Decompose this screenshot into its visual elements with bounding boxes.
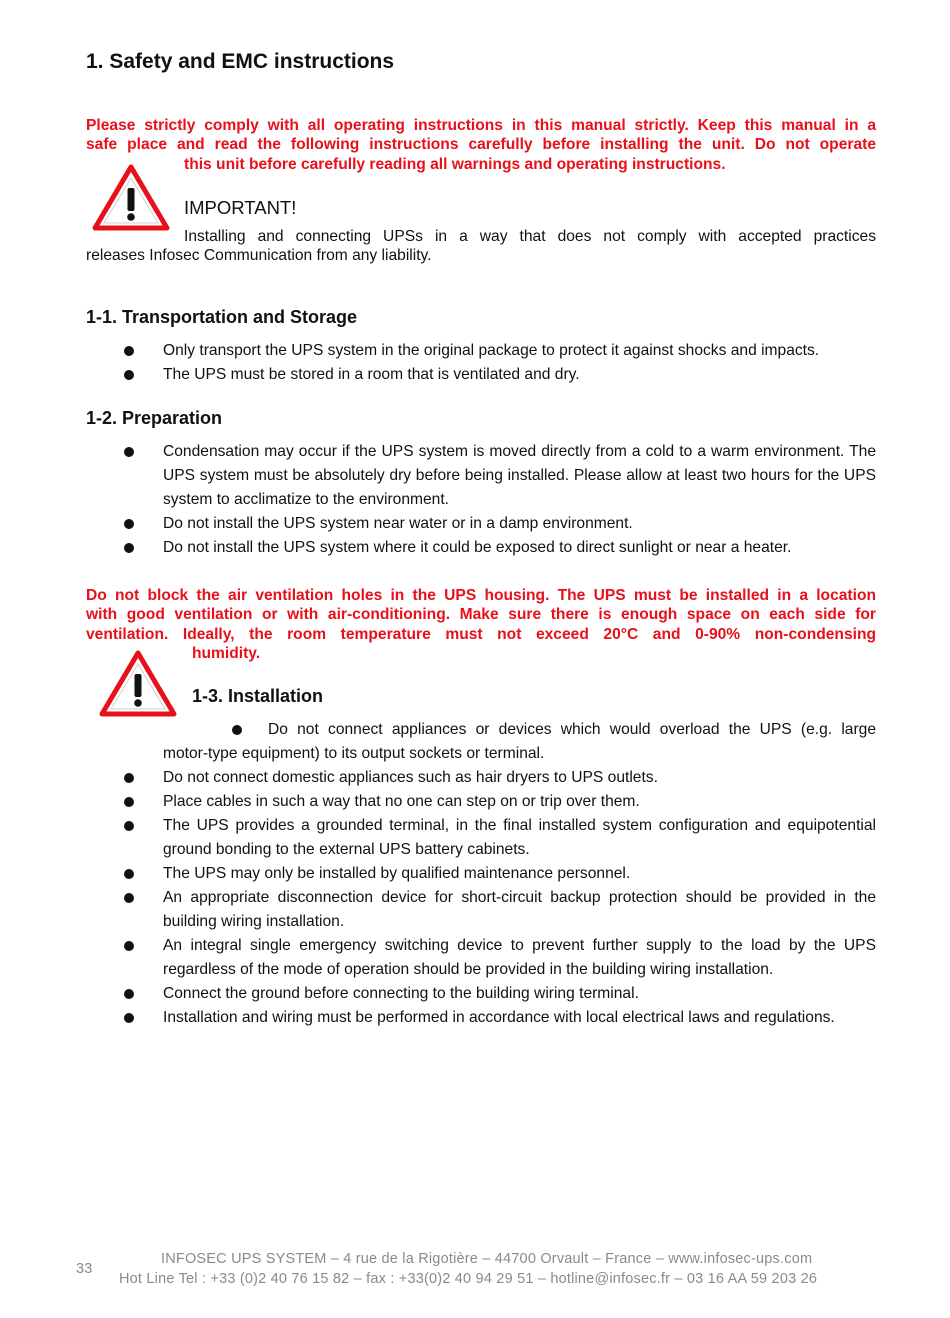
ventilation-warning-line: ventilation. Ideally, the room temperature must not exceed 20°C and 0-90% non-condensing [86,625,876,643]
important-label: IMPORTANT! [184,197,297,218]
list-item [0,886,876,934]
bullet [232,725,242,735]
list-item-text: Do not connect domestic appliances such as hair dryers to UPS outlets. [163,769,658,786]
warning-triangle-icon [92,164,170,232]
bullet [124,370,134,380]
list-item-text: Only transport the UPS system in the original package to protect it against shocks and impacts. [163,342,820,359]
bullet [124,989,134,999]
list-item-text: Do not install the UPS system near water or in a damp environment. [163,515,633,532]
bullet [124,543,134,553]
footer-address: INFOSEC UPS SYSTEM – 4 rue de la Rigotière – 44700 Orvault – France – www.infosec-ups.com [161,1251,813,1267]
list-item [0,766,876,790]
important-text-line: releases Infosec Communication from any liability. [86,247,432,264]
ventilation-warning [86,586,876,664]
bullet [124,773,134,783]
list-item-text: Place cables in such a way that no one can step on or trip over them. [163,793,640,810]
bullet [124,893,134,903]
ventilation-warning-line: humidity. [192,645,261,663]
important-text-line: Installing and connecting UPSs in a way that does not comply with accepted practices [184,228,876,245]
list-item [0,536,876,560]
bullet [124,346,134,356]
section-heading-preparation: 1-2. Preparation [86,408,223,428]
list-item-text: The UPS may only be installed by qualified maintenance personnel. [163,865,631,882]
bullet [124,447,134,457]
ventilation-warning-line: Do not block the air ventilation holes in the UPS housing. The UPS must be installed in a location [86,587,876,604]
list-item [0,814,876,862]
bullet [124,1013,134,1023]
list-item-text: Do not install the UPS system where it could be exposed to direct sunlight or near a heater. [163,539,792,556]
bullet [124,821,134,831]
footer-contact: Hot Line Tel : +33 (0)2 40 76 15 82 – fax : +33(0)2 40 94 29 51 – hotline@infosec.fr – 03 16 AA 59 203 26 [119,1271,818,1287]
list-item [0,790,876,814]
bullet [124,869,134,879]
transport-list [0,339,950,387]
list-item-text: motor-type equipment) to its output sockets or terminal. [163,745,545,762]
list-item-text: An appropriate disconnection device for short-circuit backup protection should be provided in the building wiring installation. [163,889,876,930]
list-item [0,1006,876,1030]
list-item-text: Do not connect appliances or devices which would overload the UPS (e.g. large [268,721,876,738]
list-item [0,363,876,387]
page-title: 1. Safety and EMC instructions [86,50,395,73]
list-item-text: Condensation may occur if the UPS system is moved directly from a cold to a warm environment. The UPS system must be absolutely dry before being installed. Please allow at least two hours for the UPS system to acclimatize to the environment. [163,443,876,508]
warning-triangle-icon [99,650,177,718]
list-item [0,982,876,1006]
section-heading-transport: 1-1. Transportation and Storage [86,307,358,327]
warning-intro-line: this unit before carefully reading all warnings and operating instructions. [184,155,726,173]
list-item [0,862,876,886]
ventilation-warning-line: with good ventilation or with air-conditioning. Make sure there is enough space on each side for [86,606,876,624]
list-item [0,440,876,512]
preparation-list [0,440,950,560]
page-number: 33 [76,1261,93,1277]
bullet [124,941,134,951]
list-item [0,339,876,363]
warning-intro-line: safe place and read the following instructions carefully before installing the unit. Do not operate [86,136,876,154]
bullet [124,519,134,529]
list-item [0,934,876,982]
bullet [124,797,134,807]
warning-intro [86,116,876,174]
list-item-text: An integral single emergency switching device to prevent further supply to the load by the UPS regardless of the mode of operation should be provided in the building wiring installation. [163,937,876,978]
list-item [0,512,876,536]
list-item-text: The UPS provides a grounded terminal, in the final installed system configuration and equipotential ground bonding to the external UPS battery cabinets. [163,817,876,858]
section-heading-installation: 1-3. Installation [192,686,324,706]
warning-intro-line: Please strictly comply with all operating instructions in this manual strictly. Keep this manual in a [86,117,876,134]
list-item-text: Installation and wiring must be performed in accordance with local electrical laws and regulations. [163,1009,835,1026]
list-item-text: Connect the ground before connecting to the building wiring terminal. [163,985,639,1002]
list-item-text: The UPS must be stored in a room that is ventilated and dry. [163,366,580,383]
installation-list [0,766,950,1030]
